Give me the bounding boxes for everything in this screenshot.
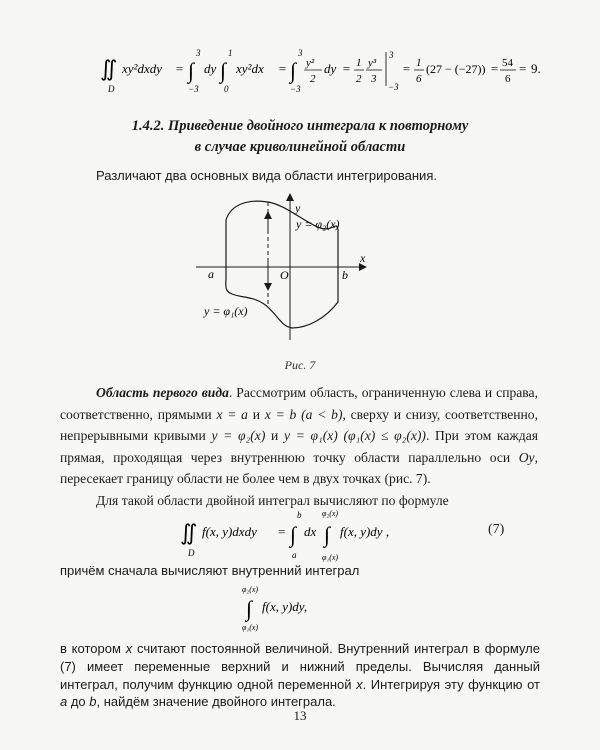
p1-text2: , сверху и снизу, соответственно, непрерывными кривыми bbox=[60, 406, 538, 443]
step3-lower: −3 bbox=[290, 84, 301, 94]
paragraph1-lead: Область первого вида bbox=[96, 385, 229, 400]
result: 9. bbox=[531, 61, 541, 76]
lp-part4: до bbox=[67, 694, 90, 710]
f7-lhs: f(x, y)dxdy bbox=[202, 524, 257, 539]
equals-sign: = bbox=[175, 61, 184, 76]
outer-lower-limit: −3 bbox=[188, 84, 199, 94]
p1-axis: Oy bbox=[518, 449, 535, 465]
p1-text4: , пересекает границу области не более чем в двух точках (рис. 7). bbox=[60, 449, 538, 486]
equals-sign: = bbox=[278, 61, 287, 76]
f7-outer-lower: a bbox=[292, 550, 297, 560]
f7-outer-integral: ∫ bbox=[290, 522, 297, 547]
lp-part5: , найдём значение двойного интеграла. bbox=[96, 694, 336, 710]
upper-curve-label: y = φ₂(x) bbox=[296, 217, 340, 231]
figure-caption: Рис. 7 bbox=[284, 358, 316, 372]
lp-x1: x bbox=[125, 641, 133, 656]
section-title-line1: 1.4.2. Приведение двойного интеграла к повторному bbox=[131, 118, 469, 134]
fi-integral-sign: ∫ bbox=[246, 596, 253, 621]
label-y: y bbox=[295, 201, 301, 215]
top-equation-tail bbox=[500, 46, 580, 96]
step6-num: 54 bbox=[502, 57, 513, 69]
outer-upper-limit: 3 bbox=[196, 48, 201, 58]
f7-double-integral: ∬ bbox=[180, 520, 198, 545]
integral-region: D bbox=[108, 84, 115, 94]
f7-rhs: f(x, y)dy , bbox=[340, 524, 390, 539]
f7-inner-integral: ∫ bbox=[324, 522, 331, 547]
lp-a: a bbox=[60, 694, 68, 710]
step4-coef-den: 2 bbox=[356, 73, 362, 85]
eval-lower: −3 bbox=[388, 82, 399, 92]
double-integral-sign: ∬ bbox=[100, 56, 118, 81]
f7-inner-lower: φ₁(x) bbox=[322, 553, 339, 562]
lp-x2: x bbox=[356, 676, 363, 692]
last-paragraph-text bbox=[60, 640, 540, 711]
f7-inner-upper: φ₂(x) bbox=[322, 509, 339, 518]
step5-expr: (27 − (−27)) bbox=[426, 62, 486, 76]
p1-and2: и bbox=[265, 428, 284, 443]
step3-upper: 3 bbox=[298, 48, 303, 58]
outer-integral-sign: ∫ bbox=[188, 58, 195, 83]
label-O: O bbox=[280, 268, 289, 282]
p1-cond-ab: (a < b) bbox=[296, 406, 343, 422]
step6-den: 6 bbox=[505, 73, 511, 85]
step2-integrand: xy²dx bbox=[236, 61, 264, 76]
equals-sign: = bbox=[490, 61, 499, 76]
lp-part1: в котором bbox=[60, 641, 126, 656]
equals-sign: = bbox=[342, 61, 351, 76]
step5-coef-num: 1 bbox=[416, 57, 422, 69]
fi-lower: φ₁(x) bbox=[242, 623, 259, 632]
f7-outer-upper: b bbox=[297, 510, 302, 520]
inner-integral-intro: причём сначала вычисляют внутренний интеграл bbox=[60, 563, 360, 578]
step3-tail: dy bbox=[324, 61, 337, 76]
formula-7 bbox=[180, 508, 420, 562]
inner-integral-formula bbox=[240, 584, 370, 632]
p1-text3: . При этом каждая прямая, проходящая через внутреннюю точку области параллельно оси bbox=[60, 428, 538, 465]
label-b: b bbox=[342, 268, 348, 282]
lower-curve-label: y = φ₁(x) bbox=[204, 304, 248, 318]
intro-text: Различают два основных вида области интегрирования. bbox=[96, 168, 437, 183]
section-title-line2: в случае криволинейной области bbox=[194, 139, 406, 155]
step5-coef-den: 6 bbox=[416, 73, 422, 85]
step4-frac-den: 3 bbox=[371, 73, 377, 85]
fi-body: f(x, y)dy, bbox=[262, 599, 308, 614]
equals-sign: = bbox=[519, 61, 527, 76]
p1-eq-xa: x = a bbox=[216, 406, 248, 422]
paragraph-first-kind bbox=[60, 382, 538, 511]
equals-sign: = bbox=[278, 524, 286, 539]
label-x: x bbox=[360, 251, 366, 265]
figure-7 bbox=[186, 190, 376, 350]
step3-integral-sign: ∫ bbox=[290, 58, 297, 83]
inner-upper-limit: 1 bbox=[228, 48, 233, 58]
formula-7-number: (7) bbox=[488, 522, 505, 537]
paragraph2: Для такой области двойной интеграл вычисляют по формуле bbox=[96, 492, 449, 508]
section-title bbox=[60, 116, 540, 158]
p1-cond-phi: (φ₁(x) ≤ φ₂(x)) bbox=[337, 428, 426, 443]
p1-eq-xb: x = b bbox=[264, 406, 297, 422]
p1-text1: . Рассмотрим область, ограниченную слева и справа, соответственно, прямыми bbox=[60, 385, 538, 422]
p1-eq-phi2: y = φ₂(x) bbox=[211, 428, 266, 443]
step3-num: y² bbox=[306, 57, 315, 69]
dy-label: dy bbox=[204, 61, 217, 76]
step4-coef-num: 1 bbox=[356, 57, 362, 69]
step3-den: 2 bbox=[310, 73, 316, 85]
integrand: xy²dxdy bbox=[122, 61, 162, 76]
f7-region: D bbox=[188, 548, 195, 558]
top-equation bbox=[100, 46, 520, 96]
lp-b: b bbox=[89, 694, 97, 710]
paragraph1 bbox=[60, 382, 538, 490]
fi-upper: φ₂(x) bbox=[242, 585, 259, 594]
label-a: a bbox=[208, 267, 214, 281]
equals-sign: = bbox=[402, 61, 411, 76]
p1-and1: и bbox=[247, 406, 265, 422]
page-number: 13 bbox=[293, 708, 307, 723]
inner-integral-sign: ∫ bbox=[220, 58, 227, 83]
eval-upper: 3 bbox=[389, 50, 394, 60]
last-paragraph bbox=[60, 640, 540, 711]
inner-lower-limit: 0 bbox=[224, 84, 229, 94]
lp-part3: . Интегрируя эту функцию от bbox=[362, 676, 540, 692]
f7-dx: dx bbox=[304, 524, 317, 539]
step4-frac-num: y³ bbox=[368, 57, 377, 69]
lp-part2: считают постоянной величиной. Внутренний интеграл в формуле (7) имеет переменные верхний и нижний пределы. Вычисляя данный интеграл, получим функцию одной переменной bbox=[60, 641, 541, 692]
p1-eq-phi1: y = φ₁(x) bbox=[283, 428, 338, 443]
